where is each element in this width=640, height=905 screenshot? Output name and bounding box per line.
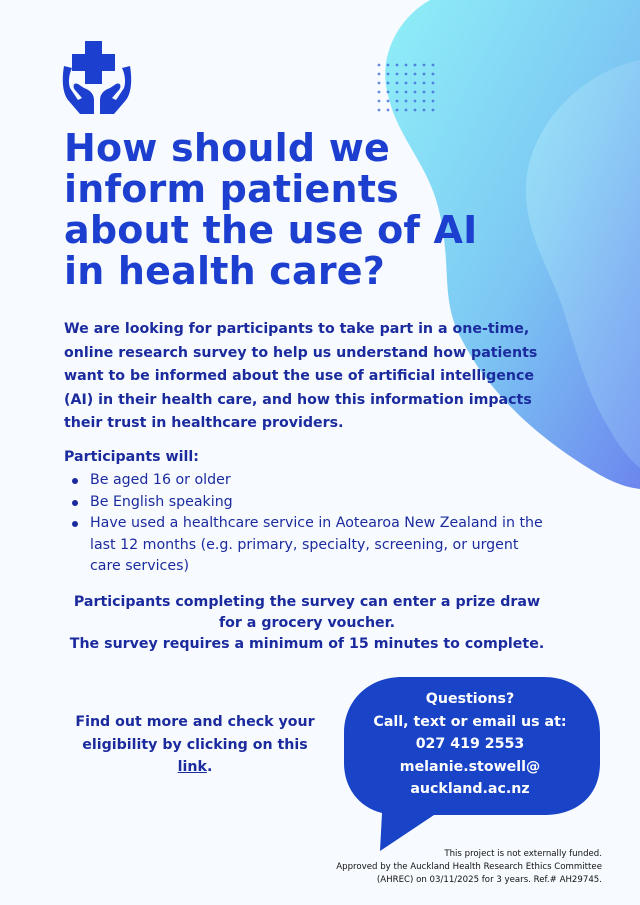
medical-cross-hands-icon xyxy=(60,38,134,116)
ethics-footer xyxy=(272,848,602,887)
contact-subheading: Call, text or email us at: xyxy=(373,713,567,730)
prize-line: Participants completing the survey can enter a prize draw for a grocery voucher. xyxy=(73,594,541,631)
contact-heading: Questions? xyxy=(425,691,515,707)
approval-note: Approved by the Auckland Health Research Ethics Committee xyxy=(336,862,602,872)
find-out-more xyxy=(64,711,326,779)
funding-note: This project is not externally funded. xyxy=(444,849,602,859)
contact-phone[interactable]: 027 419 2553 xyxy=(415,736,525,752)
participants-label: Participants will: xyxy=(64,449,199,465)
criteria-item: Be English speaking xyxy=(70,492,550,514)
prize-info xyxy=(64,592,550,655)
criteria-list xyxy=(70,470,550,578)
find-out-more-text: Find out more and check your eligibility by clicking on this xyxy=(75,714,315,753)
criteria-item: Be aged 16 or older xyxy=(70,470,550,492)
contact-email-line1[interactable]: melanie.stowell@ xyxy=(399,758,541,775)
headline-line: How should we xyxy=(64,126,391,170)
criteria-item: Have used a healthcare service in Aotearoa New Zealand in the last 12 months (e.g. primary, specialty, screening, or urgent care services) xyxy=(70,513,550,578)
duration-line: The survey requires a minimum of 15 minutes to complete. xyxy=(69,636,545,652)
dot-grid-decoration xyxy=(376,62,442,128)
intro-paragraph: We are looking for participants to take part in a one-time, online research survey to help us understand how patients want to be informed about the use of artificial intelligence (AI) in their health care, and how this information impacts their trust in healthcare providers. xyxy=(64,321,538,431)
headline xyxy=(64,128,484,292)
eligibility-link[interactable]: link xyxy=(177,759,207,775)
find-out-more-period: . xyxy=(206,759,213,775)
headline-line: inform patients xyxy=(64,167,399,211)
headline-line: about the use of AI xyxy=(64,208,478,252)
contact-email-line2[interactable]: auckland.ac.nz xyxy=(410,781,530,797)
headline-line: in health care? xyxy=(64,249,385,293)
contact-details xyxy=(342,688,598,801)
approval-reference: (AHREC) on 03/11/2025 for 3 years. Ref.# AH29745. xyxy=(376,875,602,885)
